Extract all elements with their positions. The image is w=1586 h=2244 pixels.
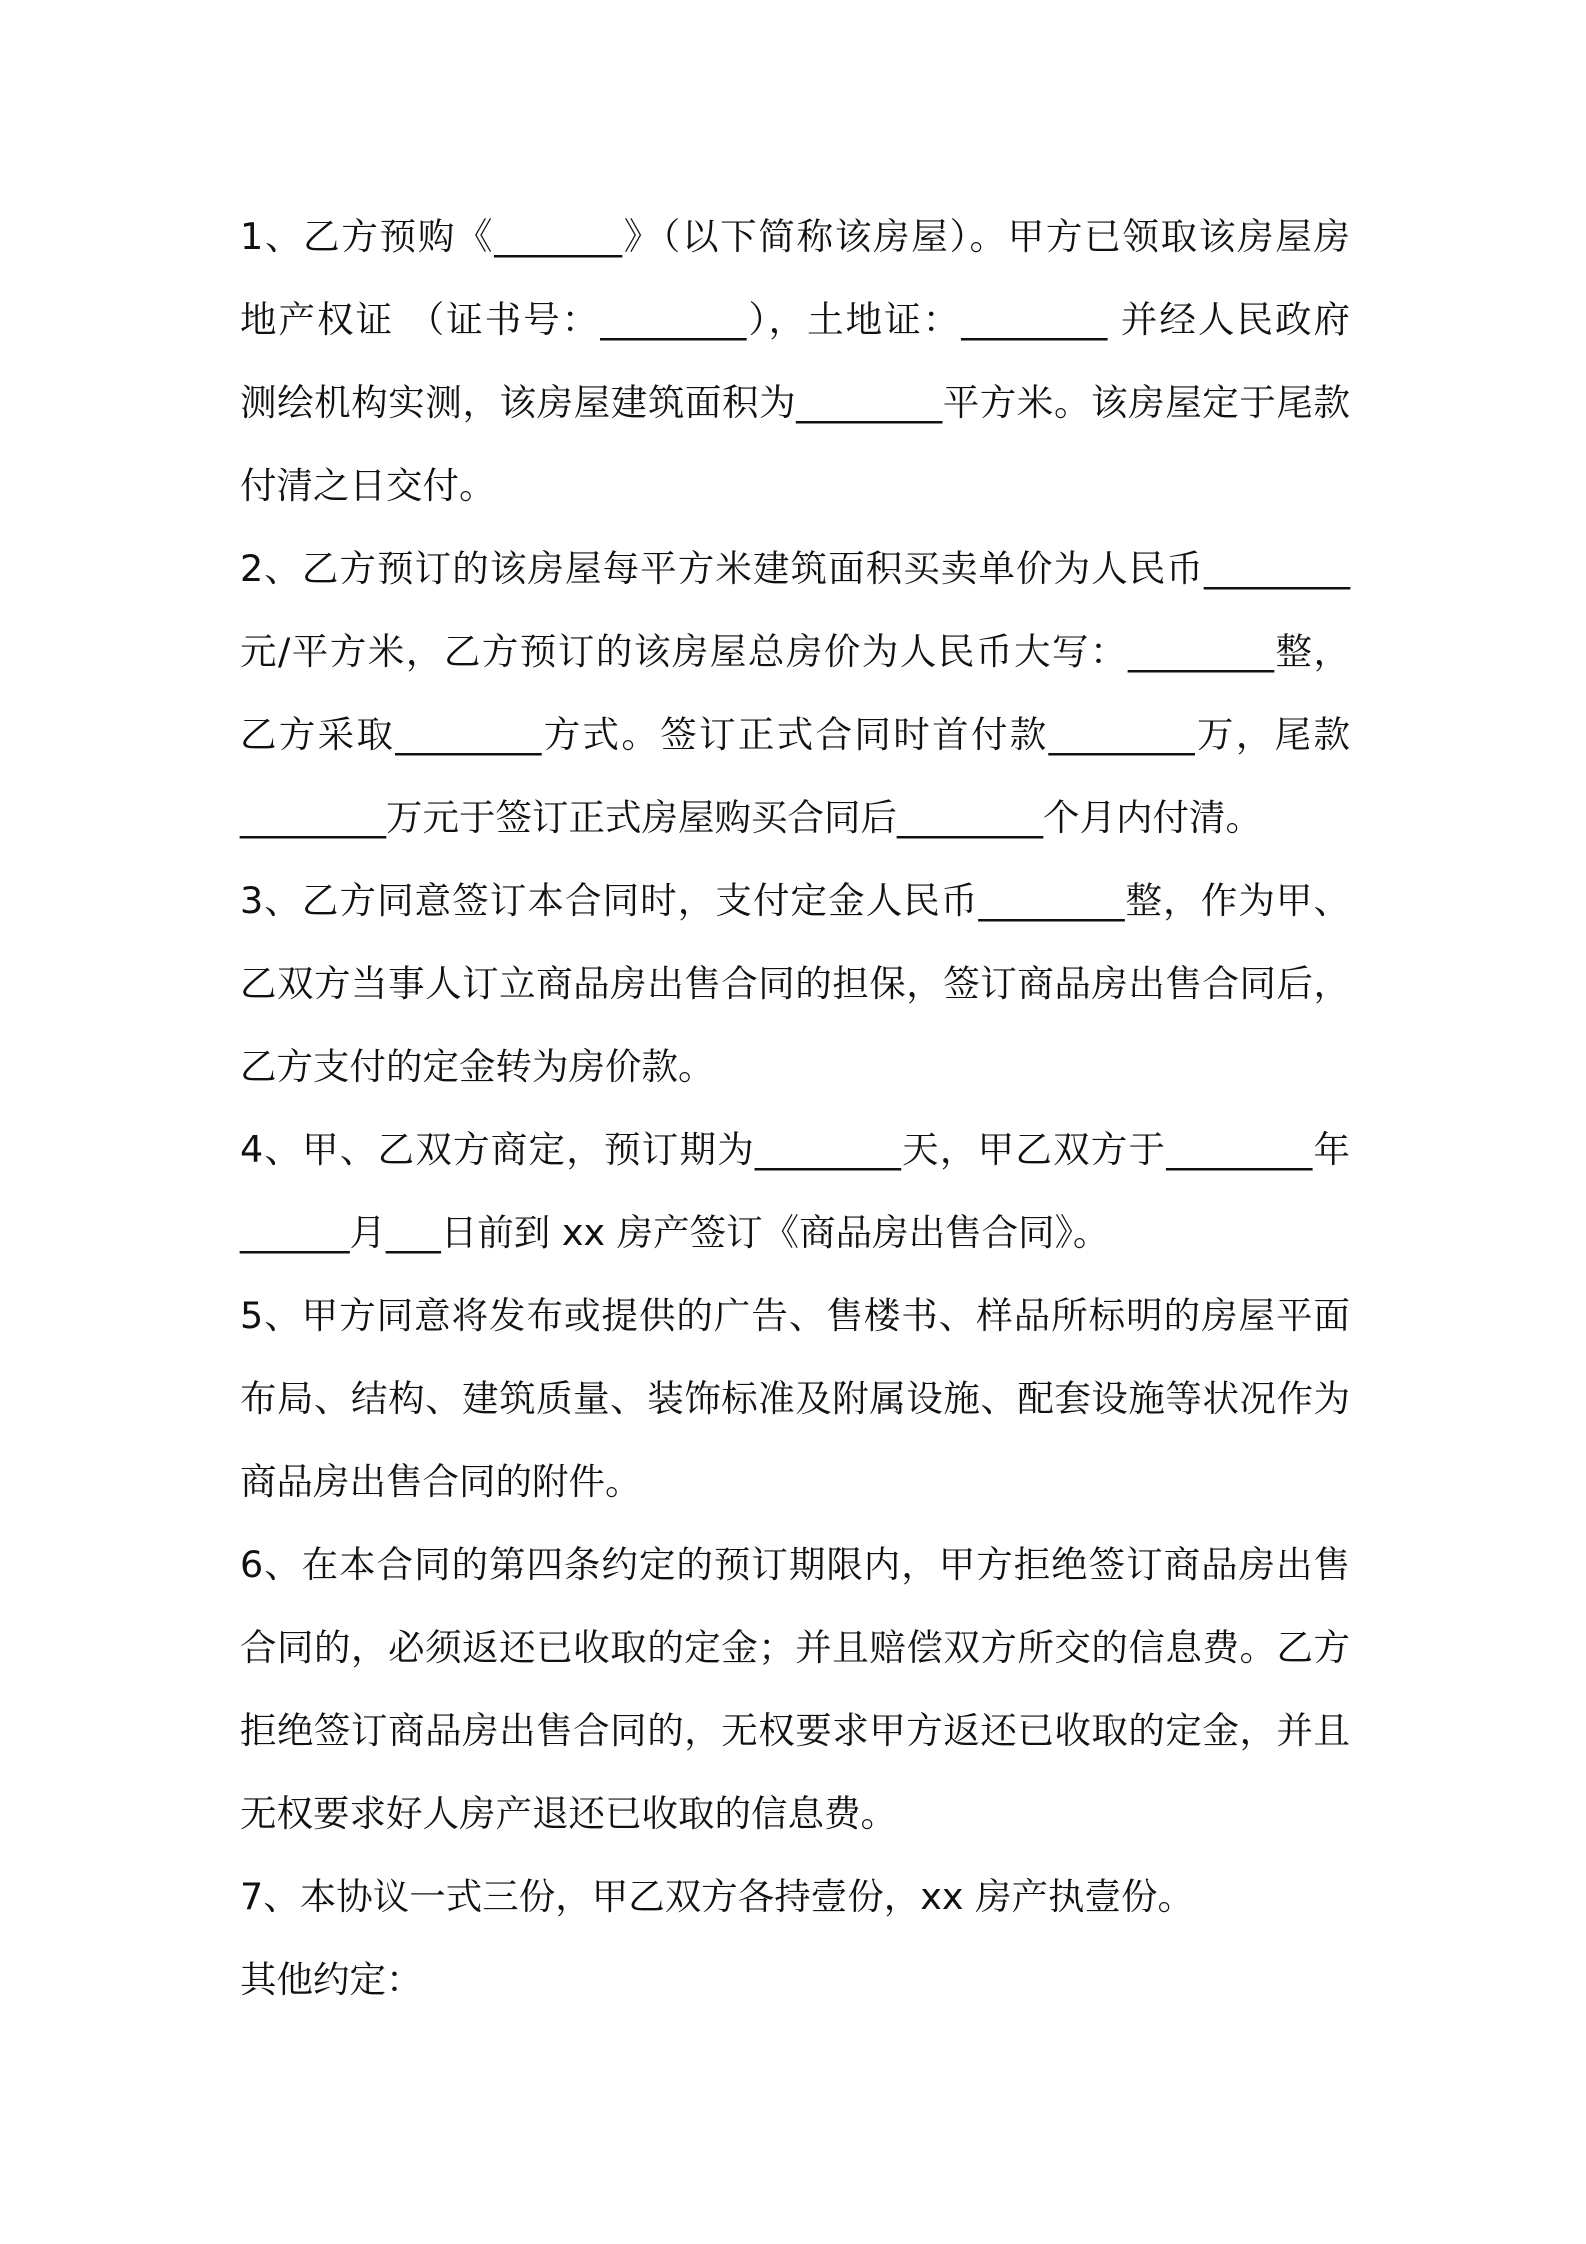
clause-1-line-4: 付清之日交付。 xyxy=(240,464,496,507)
other-agreements-heading: 其他约定： xyxy=(240,1958,423,2001)
clause-1-line-1: 1、乙方预购《_______》（以下简称该房屋）。甲方已领取该房屋房 xyxy=(240,215,1350,258)
clause-5-line-3: 商品房出售合同的附件。 xyxy=(240,1460,642,1503)
clause-2-line-3: 乙方采取________方式。签订正式合同时首付款________万，尾款 xyxy=(240,713,1350,756)
contract-body xyxy=(240,195,1350,2021)
clause-3-line-1: 3、乙方同意签订本合同时，支付定金人民币________整，作为甲、 xyxy=(240,879,1350,922)
clause-6-line-4: 无权要求好人房产退还已收取的信息费。 xyxy=(240,1792,897,1835)
clause-1-line-2: 地产权证 （证书号：________），土地证：________ 并经人民政府 xyxy=(240,298,1350,341)
clause-2-line-2: 元/平方米，乙方预订的该房屋总房价为人民币大写：________整， xyxy=(240,630,1350,673)
clause-1-line-3: 测绘机构实测，该房屋建筑面积为________平方米。该房屋定于尾款 xyxy=(240,381,1350,424)
clause-5-line-2: 布局、结构、建筑质量、装饰标准及附属设施、配套设施等状况作为 xyxy=(240,1377,1350,1420)
clause-6-line-3: 拒绝签订商品房出售合同的，无权要求甲方返还已收取的定金，并且 xyxy=(240,1709,1350,1752)
clause-4-line-2: ______月___日前到 xx 房产签订《商品房出售合同》。 xyxy=(240,1211,1110,1254)
clause-3-line-3: 乙方支付的定金转为房价款。 xyxy=(240,1045,715,1088)
clause-5-line-1: 5、甲方同意将发布或提供的广告、售楼书、样品所标明的房屋平面 xyxy=(240,1294,1350,1337)
clause-3-line-2: 乙双方当事人订立商品房出售合同的担保，签订商品房出售合同后， xyxy=(240,962,1350,1005)
clause-2-line-4: ________万元于签订正式房屋购买合同后________个月内付清。 xyxy=(240,796,1262,839)
clause-2-line-1: 2、乙方预订的该房屋每平方米建筑面积买卖单价为人民币________ xyxy=(240,547,1350,590)
clause-4-line-1: 4、甲、乙双方商定，预订期为________天，甲乙双方于________年 xyxy=(240,1128,1350,1171)
clause-7-line-1: 7、本协议一式三份，甲乙双方各持壹份，xx 房产执壹份。 xyxy=(240,1875,1195,1918)
clause-6-line-2: 合同的，必须返还已收取的定金；并且赔偿双方所交的信息费。乙方 xyxy=(240,1626,1350,1669)
clause-6-line-1: 6、在本合同的第四条约定的预订期限内，甲方拒绝签订商品房出售 xyxy=(240,1543,1350,1586)
